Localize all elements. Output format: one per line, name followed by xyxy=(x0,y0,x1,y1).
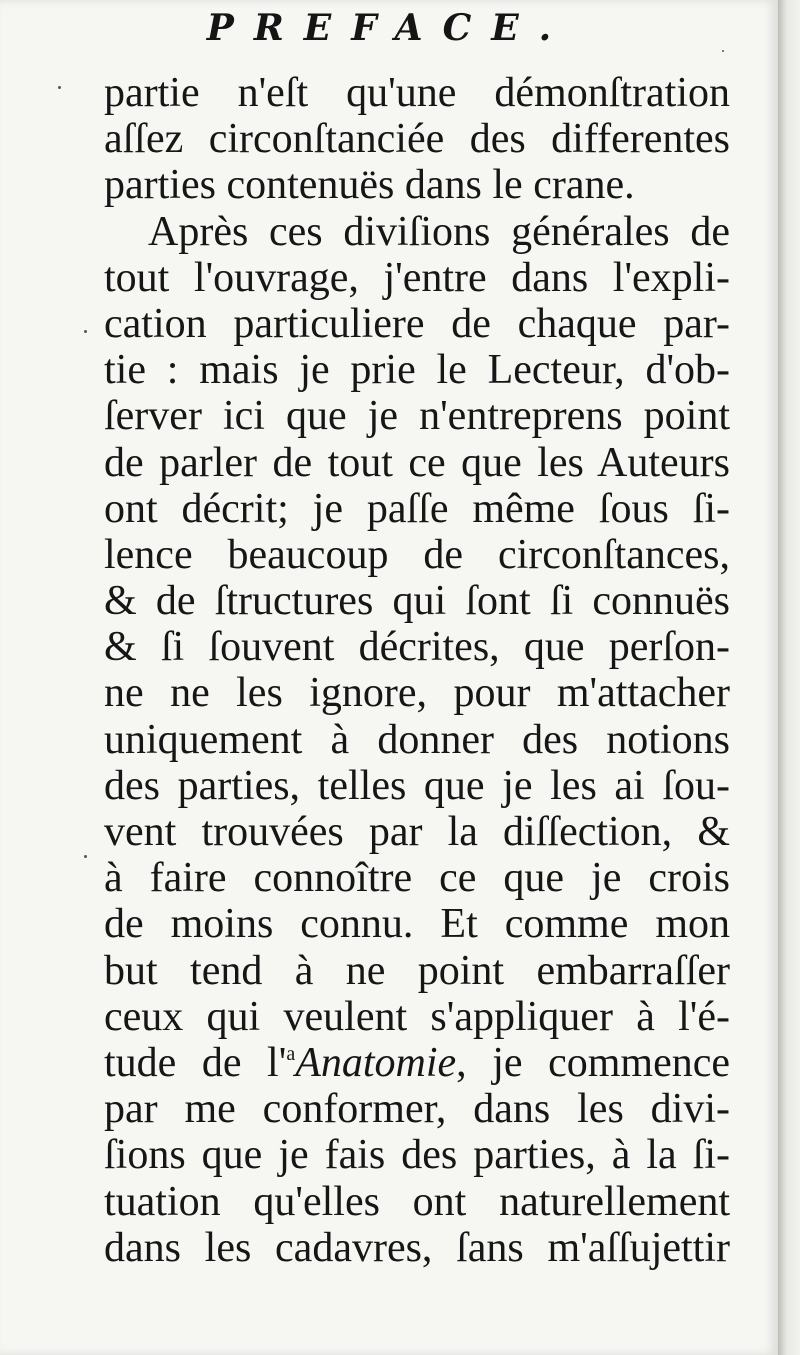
text-line: cation particuliere de chaque par- xyxy=(104,300,730,347)
text-line: partie n'eſt qu'une démonſtration xyxy=(104,70,730,116)
text-line: par me conformer, dans les divi- xyxy=(104,1086,730,1133)
text-line: ſions que je fais des parties, à la ſi- xyxy=(104,1132,730,1179)
paper-speck xyxy=(84,855,87,858)
text-line: but tend à ne point embarraſſer xyxy=(104,947,730,994)
text-line: parties contenuës dans le crane. xyxy=(104,162,635,209)
text-line: des parties, telles que je les ai ſou- xyxy=(104,762,730,809)
footnote-mark: a xyxy=(286,1042,296,1065)
text-line: dans les cadavres, ſans m'aſſujettir xyxy=(104,1224,730,1271)
text-line: tie : mais je prie le Lecteur, d'ob- xyxy=(104,347,730,394)
body-text xyxy=(104,70,730,1271)
text-line: ſerver ici que je n'entreprens point xyxy=(104,393,730,440)
text-line: tuation qu'elles ont naturellement xyxy=(104,1178,730,1225)
line-text-start: tude de l' xyxy=(104,1039,287,1086)
text-line: ceux qui veulent s'appliquer à l'é- xyxy=(104,993,730,1040)
text-line: ont décrit; je paſſe même ſous ſi- xyxy=(104,485,730,532)
text-line: & ſi ſouvent décrites, que perſon- xyxy=(104,624,730,671)
text-line: tout l'ouvrage, j'entre dans l'expli- xyxy=(104,254,730,301)
text-line-anatomie xyxy=(104,1040,730,1086)
text-line: ne ne les ignore, pour m'attacher xyxy=(104,670,730,717)
line-text-end: , je commence xyxy=(456,1039,730,1086)
text-line: Après ces diviſions générales de xyxy=(148,208,730,255)
running-header: PREFACE. xyxy=(206,7,572,49)
paper-speck xyxy=(722,50,724,52)
text-line: lence beaucoup de circonſtances, xyxy=(104,531,730,578)
text-line: à faire connoître ce que je crois xyxy=(104,855,730,902)
text-line: & de ſtructures qui ſont ſi connuës xyxy=(104,578,730,625)
italic-term: Anatomie xyxy=(295,1039,457,1086)
text-line: aſſez circonſtanciée des differentes xyxy=(104,116,730,163)
paper-speck xyxy=(58,86,61,89)
text-line: uniquement à donner des notions xyxy=(104,716,730,763)
text-line: de moins connu. Et comme mon xyxy=(104,901,730,948)
text-line: vent trouvées par la diſſection, & xyxy=(104,809,730,855)
page-edge xyxy=(778,0,800,1355)
paper-speck xyxy=(84,330,87,333)
text-line: de parler de tout ce que les Auteurs xyxy=(104,439,730,486)
